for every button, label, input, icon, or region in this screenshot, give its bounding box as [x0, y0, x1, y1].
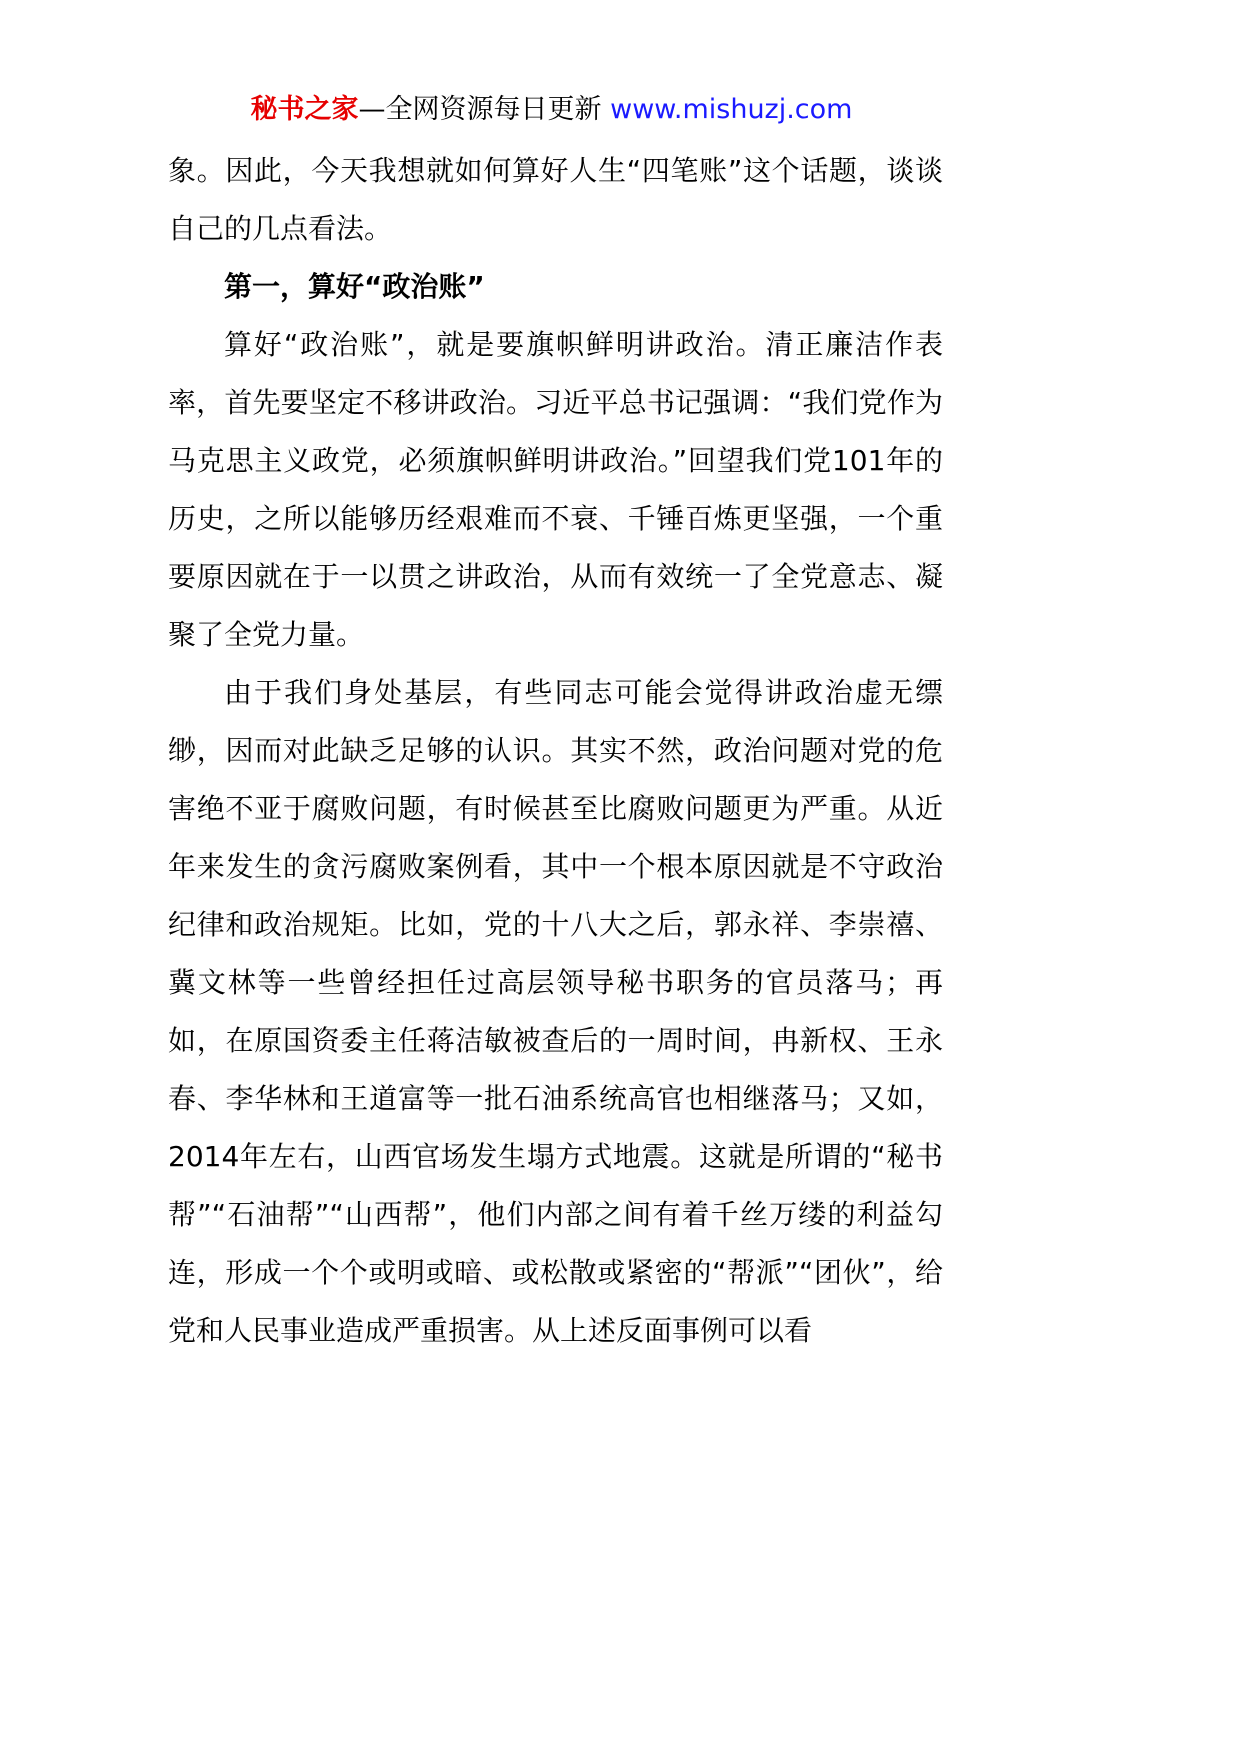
header-tagline: —全网资源每日更新 [358, 94, 602, 125]
paragraph-continuation: 象。因此，今天我想就如何算好人生“四笔账”这个话题，谈谈自己的几点看法。 [168, 154, 943, 245]
section-heading: 第一，算好“政治账” [224, 270, 485, 303]
page-header [0, 90, 1103, 130]
paragraph-grassroots: 由于我们身处基层，有些同志可能会觉得讲政治虚无缥缈，因而对此缺乏足够的认识。其实不然，政治问题对党的危害绝不亚于腐败问题，有时候甚至比腐败问题更为严重。从近年来发生的贪污腐败案例看，其中一个根本原因就是不守政治纪律和政治规矩。比如，党的十八大之后，郭永祥、李崇禧、冀文林等一些曾经担任过高层领导秘书职务的官员落马；再如，在原国资委主任蒋洁敏被查后的一周时间，冉新权、王永春、李华林和王道富等一批石油系统高官也相继落马；又如，2014年左右，山西官场发生塌方式地震。这就是所谓的“秘书帮”“石油帮”“山西帮”，他们内部之间有着千丝万缕的利益勾连，形成一个个或明或暗、或松散或紧密的“帮派”“团伙”，给党和人民事业造成严重损害。从上述反面事例可以看 [168, 676, 943, 1347]
document-body [168, 142, 943, 1360]
brand-name: 秘书之家 [250, 94, 359, 125]
site-url-link[interactable]: www.mishuzj.com [610, 94, 853, 125]
paragraph-political-account: 算好“政治账”，就是要旗帜鲜明讲政治。清正廉洁作表率，首先要坚定不移讲政治。习近平总书记强调：“我们党作为马克思主义政党，必须旗帜鲜明讲政治。”回望我们党101年的历史，之所以能够历经艰难而不衰、千锤百炼更坚强，一个重要原因就在于一以贯之讲政治，从而有效统一了全党意志、凝聚了全党力量。 [168, 328, 943, 651]
